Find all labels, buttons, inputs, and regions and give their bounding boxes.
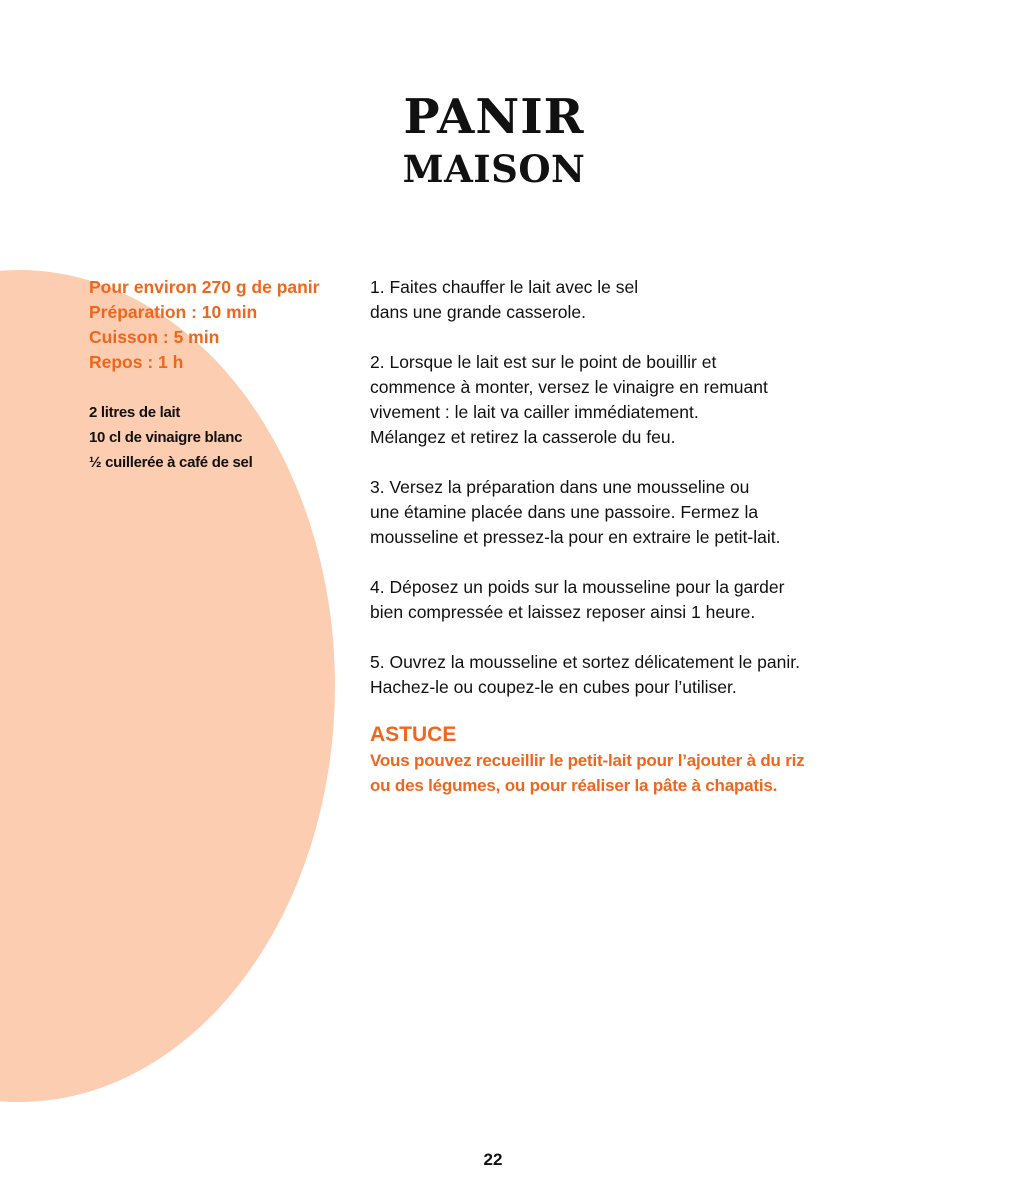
step-5 bbox=[370, 650, 930, 700]
title-line-1: PANIR bbox=[403, 89, 585, 145]
step-line: Mélangez et retirez la casserole du feu. bbox=[370, 427, 676, 447]
resting-time: Repos : 1 h bbox=[89, 352, 184, 372]
portions: Pour environ 270 g de panir bbox=[89, 277, 320, 297]
step-line: une étamine placée dans une passoire. Fermez la bbox=[370, 502, 759, 522]
ingredient-item: 2 litres de lait bbox=[89, 404, 181, 421]
title-line-2: MAISON bbox=[402, 147, 586, 191]
tip-box bbox=[370, 722, 930, 798]
step-3 bbox=[370, 475, 930, 550]
step-line: dans une grande casserole. bbox=[370, 302, 586, 322]
ingredient-item: 10 cl de vinaigre blanc bbox=[89, 429, 243, 446]
step-line: 3. Versez la préparation dans une mousseline ou bbox=[370, 477, 750, 497]
step-line: Hachez-le ou coupez-le en cubes pour l’utiliser. bbox=[370, 677, 737, 697]
page-number: 22 bbox=[483, 1150, 503, 1169]
ingredient-list bbox=[89, 400, 359, 475]
preparation-time: Préparation : 10 min bbox=[89, 302, 258, 322]
step-line: mousseline et pressez-la pour en extraire le petit-lait. bbox=[370, 527, 781, 547]
tip-line: Vous pouvez recueillir le petit-lait pour l’ajouter à du riz bbox=[370, 751, 805, 770]
step-2 bbox=[370, 350, 930, 450]
ingredient-item: ½ cuillerée à café de sel bbox=[89, 454, 253, 471]
step-4 bbox=[370, 575, 930, 625]
step-line: 1. Faites chauffer le lait avec le sel bbox=[370, 277, 639, 297]
step-1 bbox=[370, 275, 930, 325]
cooking-time: Cuisson : 5 min bbox=[89, 327, 220, 347]
step-line: vivement : le lait va cailler immédiatement. bbox=[370, 402, 699, 422]
recipe-title bbox=[0, 88, 988, 192]
recipe-info bbox=[89, 275, 359, 475]
step-line: bien compressée et laissez reposer ainsi 1 heure. bbox=[370, 602, 756, 622]
instruction-steps bbox=[370, 275, 930, 725]
step-line: 2. Lorsque le lait est sur le point de bouillir et bbox=[370, 352, 717, 372]
tip-line: ou des légumes, ou pour réaliser la pâte à chapatis. bbox=[370, 776, 778, 795]
step-line: 4. Déposez un poids sur la mousseline pour la garder bbox=[370, 577, 785, 597]
step-line: 5. Ouvrez la mousseline et sortez délicatement le panir. bbox=[370, 652, 800, 672]
tip-title: ASTUCE bbox=[370, 723, 457, 746]
step-line: commence à monter, versez le vinaigre en remuant bbox=[370, 377, 768, 397]
